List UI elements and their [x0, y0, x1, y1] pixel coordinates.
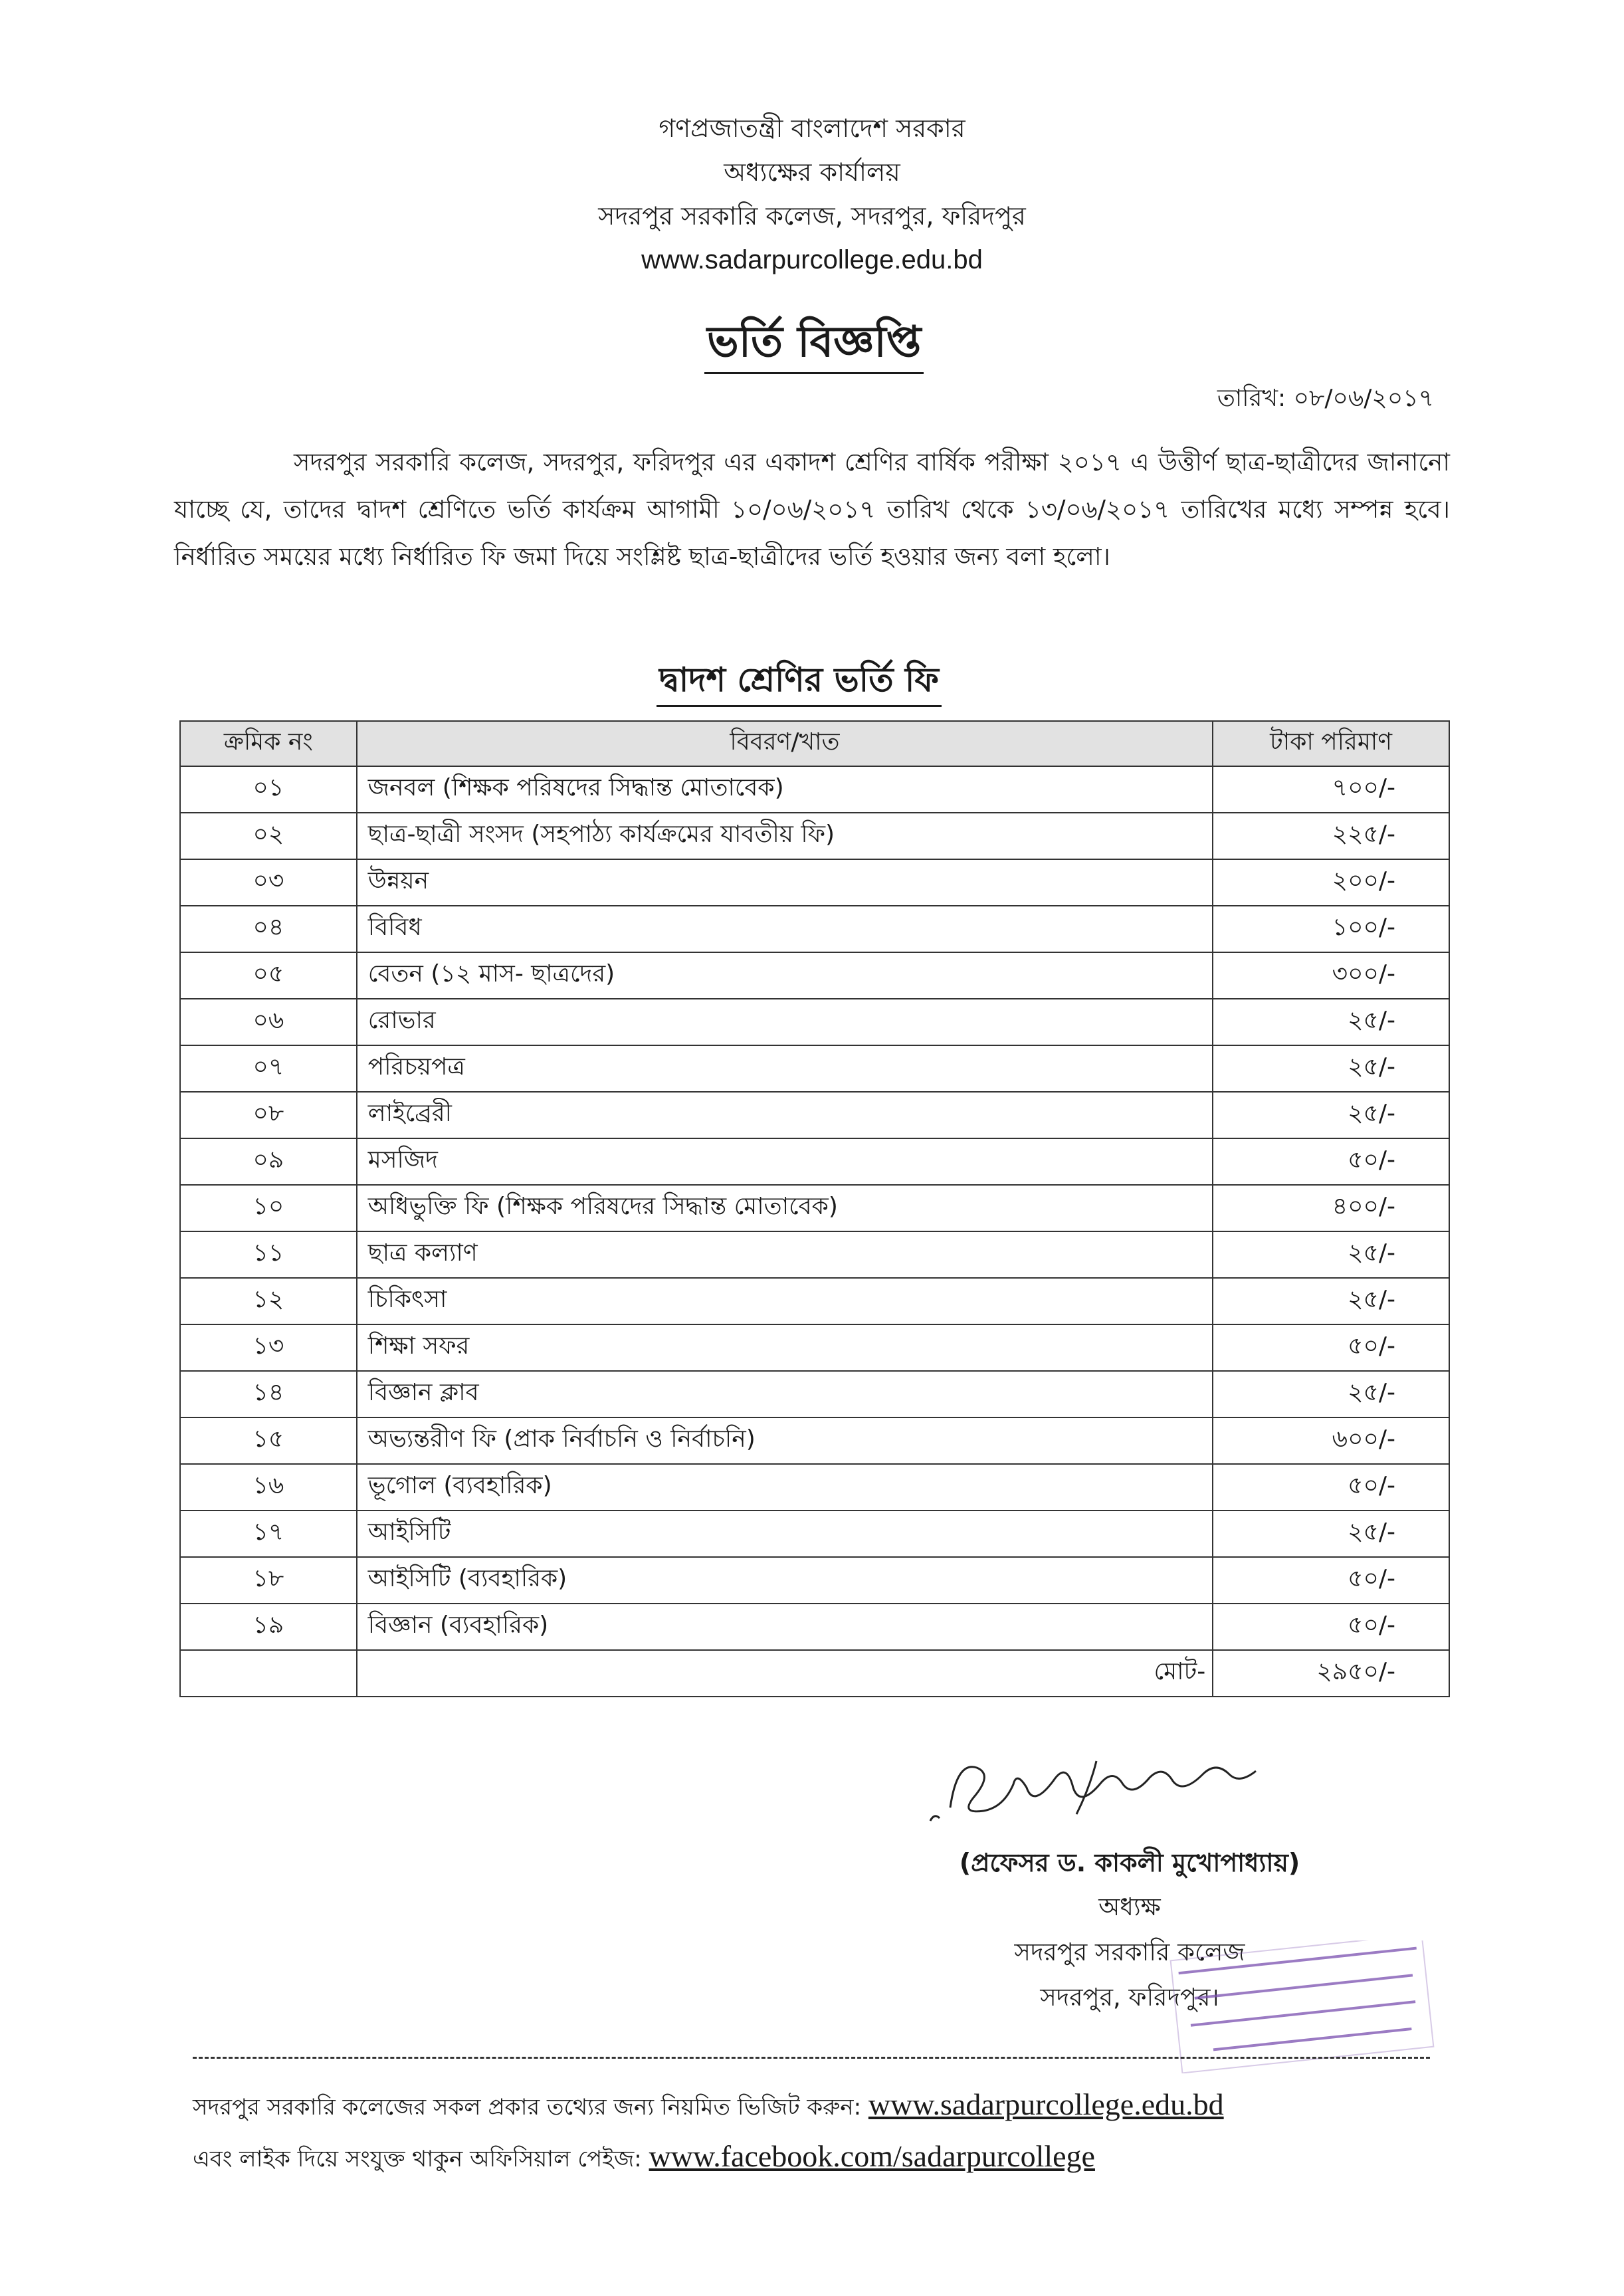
serial-cell: ১৯	[180, 1604, 357, 1650]
notice-title: ভর্তি বিজ্ঞপ্তি	[704, 312, 924, 374]
serial-cell: ১০	[180, 1185, 357, 1231]
fee-table-header-row	[180, 721, 1449, 766]
description-cell: অভ্যন্তরীণ ফি (প্রাক নির্বাচনি ও নির্বাচনি)	[357, 1417, 1213, 1464]
description-cell: অধিভুক্তি ফি (শিক্ষক পরিষদের সিদ্ধান্ত মোতাবেক)	[357, 1185, 1213, 1231]
serial-cell: ০৮	[180, 1092, 357, 1138]
footer-visit-line	[193, 2080, 1455, 2132]
table-row	[180, 1324, 1449, 1371]
serial-cell: ০৩	[180, 859, 357, 906]
table-row	[180, 859, 1449, 906]
serial-cell: ০৬	[180, 999, 357, 1045]
amount-cell: ৭০০/-	[1213, 766, 1449, 813]
amount-cell: ২৫/-	[1213, 1371, 1449, 1417]
amount-cell: ৫০/-	[1213, 1138, 1449, 1185]
table-row	[180, 1557, 1449, 1604]
serial-cell: ১৩	[180, 1324, 357, 1371]
notice-body: সদরপুর সরকারি কলেজ, সদরপুর, ফরিদপুর এর একাদশ শ্রেণির বার্ষিক পরীক্ষা ২০১৭ এ উত্তীর্ণ ছাত্র-ছাত্রীদের জানানো যাচ্ছে যে, তাদের দ্বাদশ শ্রেণিতে ভর্তি কার্যক্রম আগামী ১০/০৬/২০১৭ তারিখ থেকে ১৩/০৬/২০১৭ তারিখের মধ্যে সম্পন্ন হবে। নির্ধারিত সময়ের মধ্যে নির্ধারিত ফি জমা দিয়ে সংশ্লিষ্ট ছাত্র-ছাত্রীদের ভর্তি হওয়ার জন্য বলা হলো।	[174, 448, 1450, 571]
header-amount: টাকা পরিমাণ	[1213, 721, 1449, 766]
table-row	[180, 1371, 1449, 1417]
table-row	[180, 1138, 1449, 1185]
serial-cell: ০১	[180, 766, 357, 813]
serial-cell: ১৫	[180, 1417, 357, 1464]
description-cell: উন্নয়ন	[357, 859, 1213, 906]
facebook-link[interactable]: www.facebook.com/sadarpurcollege	[649, 2139, 1095, 2173]
table-row	[180, 1278, 1449, 1324]
amount-cell: ৫০/-	[1213, 1324, 1449, 1371]
serial-cell: ১২	[180, 1278, 357, 1324]
total-label: মোট-	[357, 1650, 1213, 1697]
table-row	[180, 1417, 1449, 1464]
description-cell: আইসিটি (ব্যবহারিক)	[357, 1557, 1213, 1604]
table-row	[180, 1604, 1449, 1650]
serial-cell: ০৭	[180, 1045, 357, 1092]
total-empty-cell	[180, 1650, 357, 1697]
amount-cell: ৪০০/-	[1213, 1185, 1449, 1231]
serial-cell: ১৪	[180, 1371, 357, 1417]
table-row	[180, 1092, 1449, 1138]
table-row	[180, 999, 1449, 1045]
table-row	[180, 813, 1449, 859]
signatory-location: সদরপুর, ফরিদপুর।	[1040, 1983, 1219, 2012]
footer	[193, 2080, 1455, 2184]
serial-cell: ১৬	[180, 1464, 357, 1511]
header-description: বিবরণ/খাত	[357, 721, 1213, 766]
amount-cell: ৫০/-	[1213, 1557, 1449, 1604]
office-name: অধ্যক্ষের কার্যালয়	[724, 157, 900, 187]
principal-designation: অধ্যক্ষ	[1098, 1893, 1161, 1921]
footer-like-text: এবং লাইক দিয়ে সংযুক্ত থাকুন অফিসিয়াল পেইজ:	[193, 2146, 642, 2172]
college-website: www.sadarpurcollege.edu.bd	[641, 245, 983, 274]
fee-table	[179, 720, 1450, 1697]
description-cell: ছাত্র-ছাত্রী সংসদ (সহপাঠ্য কার্যক্রমের যাবতীয় ফি)	[357, 813, 1213, 859]
description-cell: শিক্ষা সফর	[357, 1324, 1213, 1371]
description-cell: পরিচয়পত্র	[357, 1045, 1213, 1092]
amount-cell: ২৫/-	[1213, 1511, 1449, 1557]
letterhead	[0, 106, 1624, 282]
serial-cell: ০৯	[180, 1138, 357, 1185]
principal-name: (প্রফেসর ড. কাকলী মুখোপাধ্যায়)	[959, 1848, 1300, 1877]
amount-cell: ৫০/-	[1213, 1464, 1449, 1511]
footer-like-line	[193, 2132, 1455, 2184]
description-cell: রোভার	[357, 999, 1213, 1045]
serial-cell: ১১	[180, 1231, 357, 1278]
website-link[interactable]: www.sadarpurcollege.edu.bd	[868, 2087, 1224, 2121]
description-cell: লাইব্রেরী	[357, 1092, 1213, 1138]
description-cell: চিকিৎসা	[357, 1278, 1213, 1324]
header-serial: ক্রমিক নং	[180, 721, 357, 766]
official-seal-stamp	[1169, 1940, 1435, 2073]
description-cell: ভূগোল (ব্যবহারিক)	[357, 1464, 1213, 1511]
serial-cell: ০৫	[180, 952, 357, 999]
notice-date: তারিখ: ০৮/০৬/২০১৭	[1217, 385, 1434, 412]
footer-divider	[193, 2057, 1430, 2059]
amount-cell: ৩০০/-	[1213, 952, 1449, 999]
table-row	[180, 766, 1449, 813]
description-cell: আইসিটি	[357, 1511, 1213, 1557]
amount-cell: ৬০০/-	[1213, 1417, 1449, 1464]
signatory-institution: সদরপুর সরকারি কলেজ	[1014, 1938, 1245, 1966]
fee-table-title: দ্বাদশ শ্রেণির ভর্তি ফি	[657, 655, 942, 707]
amount-cell: ১০০/-	[1213, 906, 1449, 952]
description-cell: মসজিদ	[357, 1138, 1213, 1185]
amount-cell: ২৫/-	[1213, 1231, 1449, 1278]
description-cell: জনবল (শিক্ষক পরিষদের সিদ্ধান্ত মোতাবেক)	[357, 766, 1213, 813]
total-amount: ২৯৫০/-	[1213, 1650, 1449, 1697]
description-cell: বিজ্ঞান ক্লাব	[357, 1371, 1213, 1417]
table-row	[180, 1231, 1449, 1278]
description-cell: বিবিধ	[357, 906, 1213, 952]
serial-cell: ১৮	[180, 1557, 357, 1604]
college-address: সদরপুর সরকারি কলেজ, সদরপুর, ফরিদপুর	[598, 201, 1026, 231]
description-cell: ছাত্র কল্যাণ	[357, 1231, 1213, 1278]
table-row	[180, 1511, 1449, 1557]
amount-cell: ২৫/-	[1213, 1045, 1449, 1092]
description-cell: বিজ্ঞান (ব্যবহারিক)	[357, 1604, 1213, 1650]
table-row	[180, 952, 1449, 999]
footer-visit-text: সদরপুর সরকারি কলেজের সকল প্রকার তথ্যের জন্য নিয়মিত ভিজিট করুন:	[193, 2094, 862, 2121]
government-name: গণপ্রজাতন্ত্রী বাংলাদেশ সরকার	[659, 114, 965, 143]
principal-signature	[924, 1748, 1356, 1834]
amount-cell: ২৫/-	[1213, 999, 1449, 1045]
amount-cell: ৫০/-	[1213, 1604, 1449, 1650]
amount-cell: ২২৫/-	[1213, 813, 1449, 859]
amount-cell: ২৫/-	[1213, 1092, 1449, 1138]
total-row	[180, 1650, 1449, 1697]
serial-cell: ০২	[180, 813, 357, 859]
table-row	[180, 1464, 1449, 1511]
table-row	[180, 1045, 1449, 1092]
table-row	[180, 906, 1449, 952]
amount-cell: ২৫/-	[1213, 1278, 1449, 1324]
serial-cell: ১৭	[180, 1511, 357, 1557]
description-cell: বেতন (১২ মাস- ছাত্রদের)	[357, 952, 1213, 999]
amount-cell: ২০০/-	[1213, 859, 1449, 906]
table-row	[180, 1185, 1449, 1231]
serial-cell: ০৪	[180, 906, 357, 952]
